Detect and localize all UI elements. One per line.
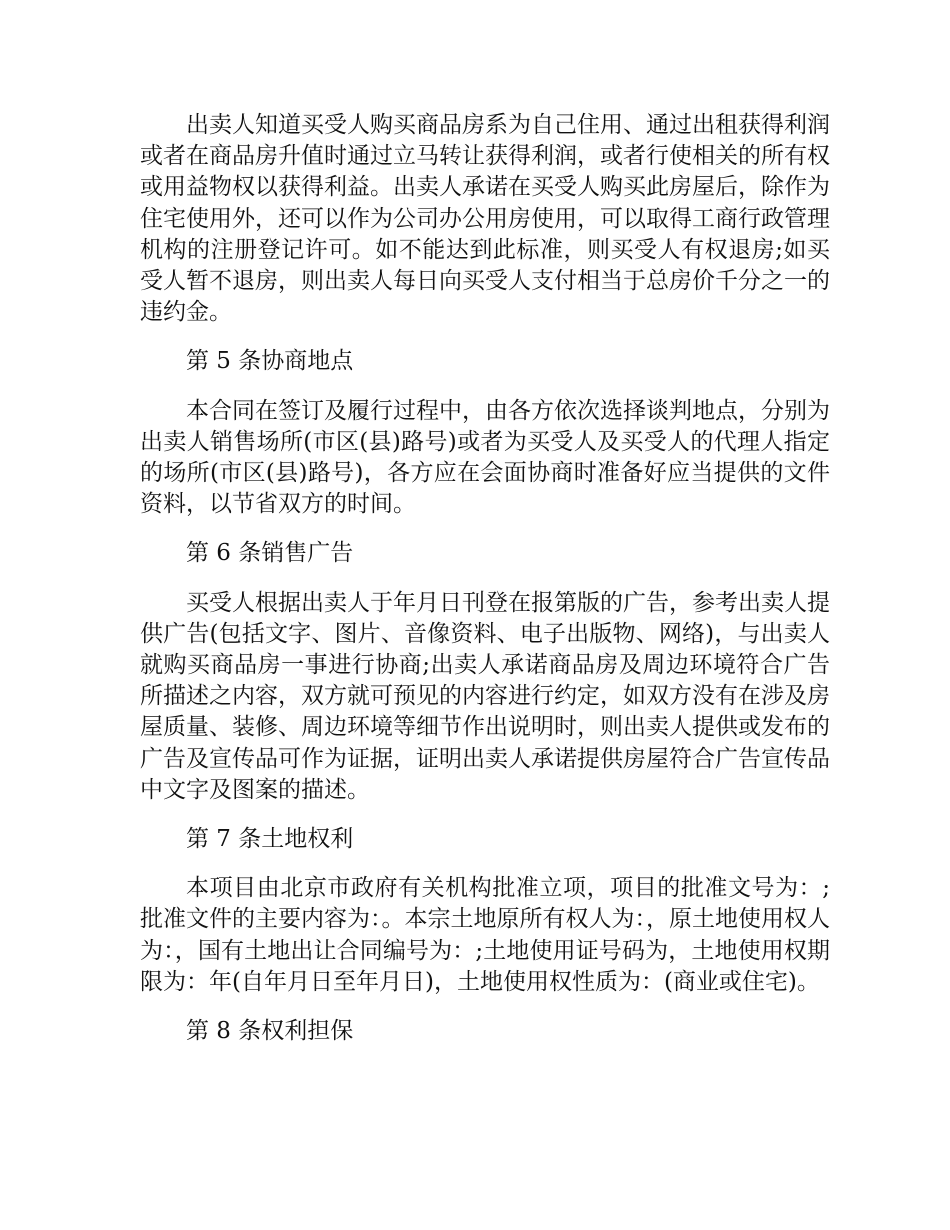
heading-article-5: 第 5 条协商地点 xyxy=(186,348,354,375)
paragraph-negotiation-location: 本合同在签订及履行过程中，由各方依次选择谈判地点，分别为出卖人销售场所(市区(县)路号)或者为买受人及买受人的代理人指定的场所(市区(县)路号)，各方应在会面协商时准备好应当提供的文件资料，以节省双方的时间。 xyxy=(140,397,830,518)
heading-article-7: 第 7 条土地权利 xyxy=(186,826,354,853)
heading-article-8: 第 8 条权利担保 xyxy=(186,1018,354,1045)
document-page xyxy=(140,110,830,1047)
paragraph-seller-commitment: 出卖人知道买受人购买商品房系为自己住用、通过出租获得利润或者在商品房升值时通过立马转让获得利润，或者行使相关的所有权或用益物权以获得利益。出卖人承诺在买受人购买此房屋后，除作为住宅使用外，还可以作为公司办公用房使用，可以取得工商行政管理机构的注册登记许可。如不能达到此标准，则买受人有权退房;如买受人暂不退房，则出卖人每日向买受人支付相当于总房价千分之一的违约金。 xyxy=(140,112,830,326)
heading-article-6: 第 6 条销售广告 xyxy=(186,540,354,567)
paragraph-land-rights: 本项目由北京市政府有关机构批准立项，项目的批准文号为：;批准文件的主要内容为：。本宗土地原所有权人为：，原土地使用权人为：，国有土地出让合同编号为：;土地使用证号码为，土地使用权期限为：年(自年月日至年月日)，土地使用权性质为：(商业或住宅)。 xyxy=(140,875,830,995)
paragraph-sales-advertising: 买受人根据出卖人于年月日刊登在报第版的广告，参考出卖人提供广告(包括文字、图片、音像资料、电子出版物、网络)，与出卖人就购买商品房一事进行协商;出卖人承诺商品房及周边环境符合广告所描述之内容，双方就可预见的内容进行约定，如双方没有在涉及房屋质量、装修、周边环境等细节作出说明时，则出卖人提供或发布的广告及宣传品可作为证据，证明出卖人承诺提供房屋符合广告宣传品中文字及图案的描述。 xyxy=(140,589,830,803)
